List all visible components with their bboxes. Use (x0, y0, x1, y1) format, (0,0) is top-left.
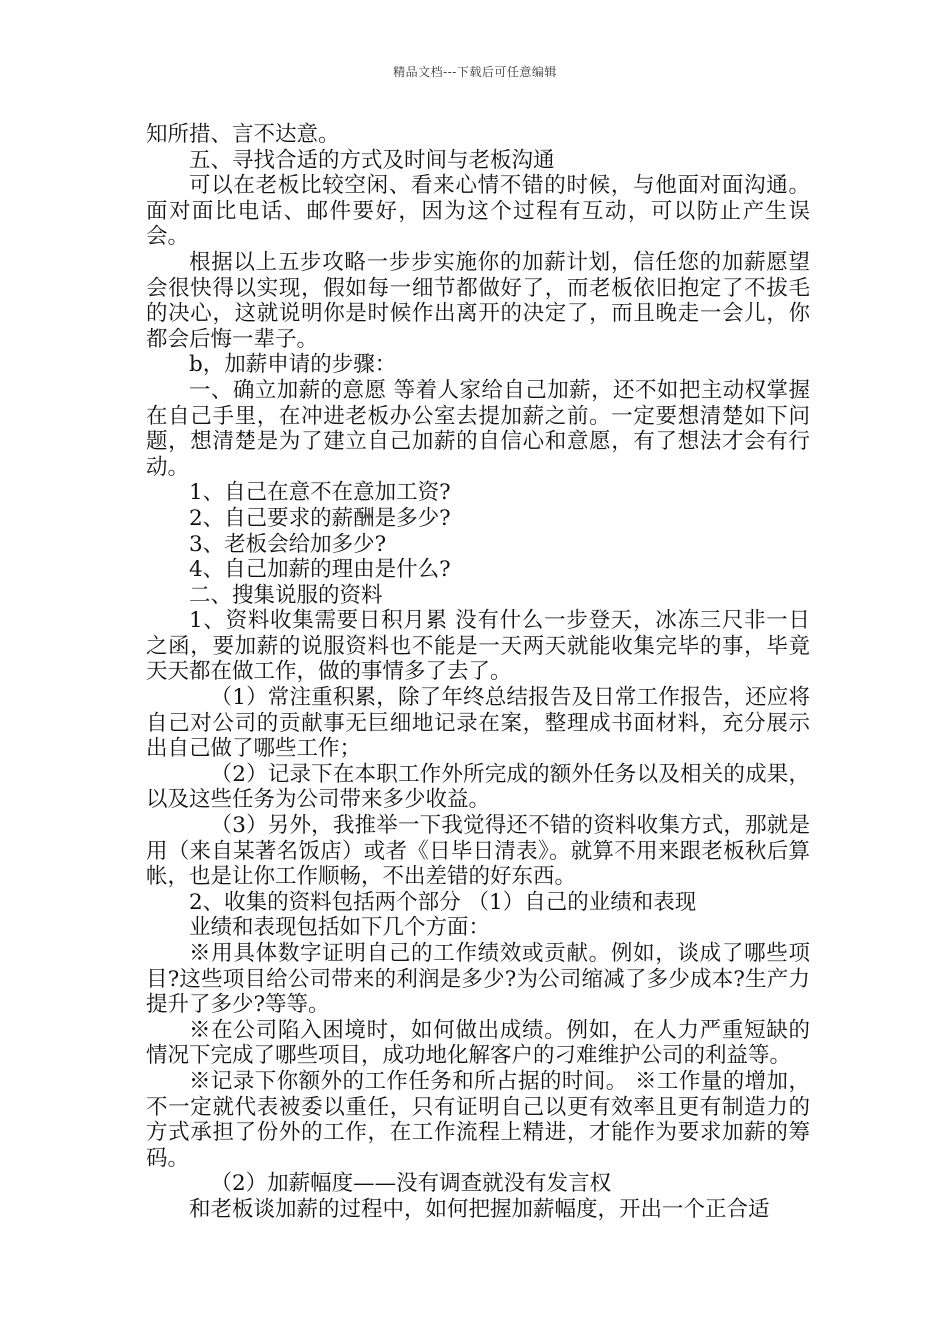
paragraph: 一、确立加薪的意愿 等着人家给自己加薪，还不如把主动权掌握在自己手里，在冲进老板办公室去提加薪之前。一定要想清楚如下问题，想清楚是为了建立自己加薪的自信心和意愿，有了想法才会有行动。 (146, 377, 810, 480)
paragraph: 根据以上五步攻略一步步实施你的加薪计划，信任您的加薪愿望会很快得以实现，假如每一细节都做好了，而老板依旧抱定了不拔毛的决心，这就说明你是时候作出离开的决定了，而且晚走一会儿，你都会后悔一辈子。 (146, 249, 810, 352)
paragraph: （2）记录下在本职工作外所完成的额外任务以及相关的成果，以及这些任务为公司带来多少收益。 (146, 761, 810, 813)
paragraph: 2、收集的资料包括两个部分 （1）自己的业绩和表现 (189, 889, 697, 915)
document-body (146, 122, 810, 1223)
paragraph: 业绩和表现包括如下几个方面： (189, 915, 491, 941)
paragraph: 二、搜集说服的资料 (189, 582, 383, 608)
paragraph: ※在公司陷入困境时，如何做出成绩。例如，在人力严重短缺的情况下完成了哪些项目，成功地化解客户的刁难维护公司的利益等。 (146, 1017, 810, 1069)
paragraph: 五、寻找合适的方式及时间与老板沟通 (189, 147, 555, 173)
paragraph: 可以在老板比较空闲、看来心情不错的时候，与他面对面沟通。面对面比电话、邮件要好，因为这个过程有互动，可以防止产生误会。 (146, 173, 810, 250)
paragraph: 知所措、言不达意。 (146, 122, 340, 147)
paragraph: （3）另外，我推举一下我觉得还不错的资料收集方式，那就是用（来自某著名饭店）或者《日毕日清表》。就算不用来跟老板秋后算帐，也是让你工作顺畅，不出差错的好东西。 (146, 813, 810, 890)
paragraph: （1）常注重积累，除了年终总结报告及日常工作报告，还应将自己对公司的贡献事无巨细地记录在案，整理成书面材料，充分展示出自己做了哪些工作； (146, 685, 810, 762)
paragraph: 1、自己在意不在意加工资? (189, 480, 451, 506)
paragraph: b，加薪申请的步骤： (189, 352, 397, 378)
paragraph: 3、老板会给加多少? (189, 531, 387, 557)
paragraph: 和老板谈加薪的过程中，如何把握加薪幅度，开出一个正合适 (189, 1196, 770, 1222)
paragraph: 1、资料收集需要日积月累 没有什么一步登天，冰冻三尺非一日之函，要加薪的说服资料也不能是一天两天就能收集完毕的事，毕竟天天都在做工作，做的事情多了去了。 (146, 608, 810, 685)
paragraph: ※记录下你额外的工作任务和所占据的时间。 ※工作量的增加，不一定就代表被委以重任，只有证明自己以更有效率且更有制造力的方式承担了份外的工作，在工作流程上精进，才能作为要求加薪的筹码。 (146, 1068, 810, 1171)
paragraph: ※用具体数字证明自己的工作绩效或贡献。例如，谈成了哪些项目?这些项目给公司带来的利润是多少?为公司缩减了多少成本?生产力提升了多少?等等。 (146, 941, 810, 1018)
paragraph: 4、自己加薪的理由是什么? (189, 557, 451, 583)
page-header: 精品文档---下载后可任意编辑 (393, 65, 557, 79)
paragraph: 2、自己要求的薪酬是多少? (189, 505, 451, 531)
paragraph: （2）加薪幅度——没有调查就没有发言权 (210, 1171, 612, 1197)
